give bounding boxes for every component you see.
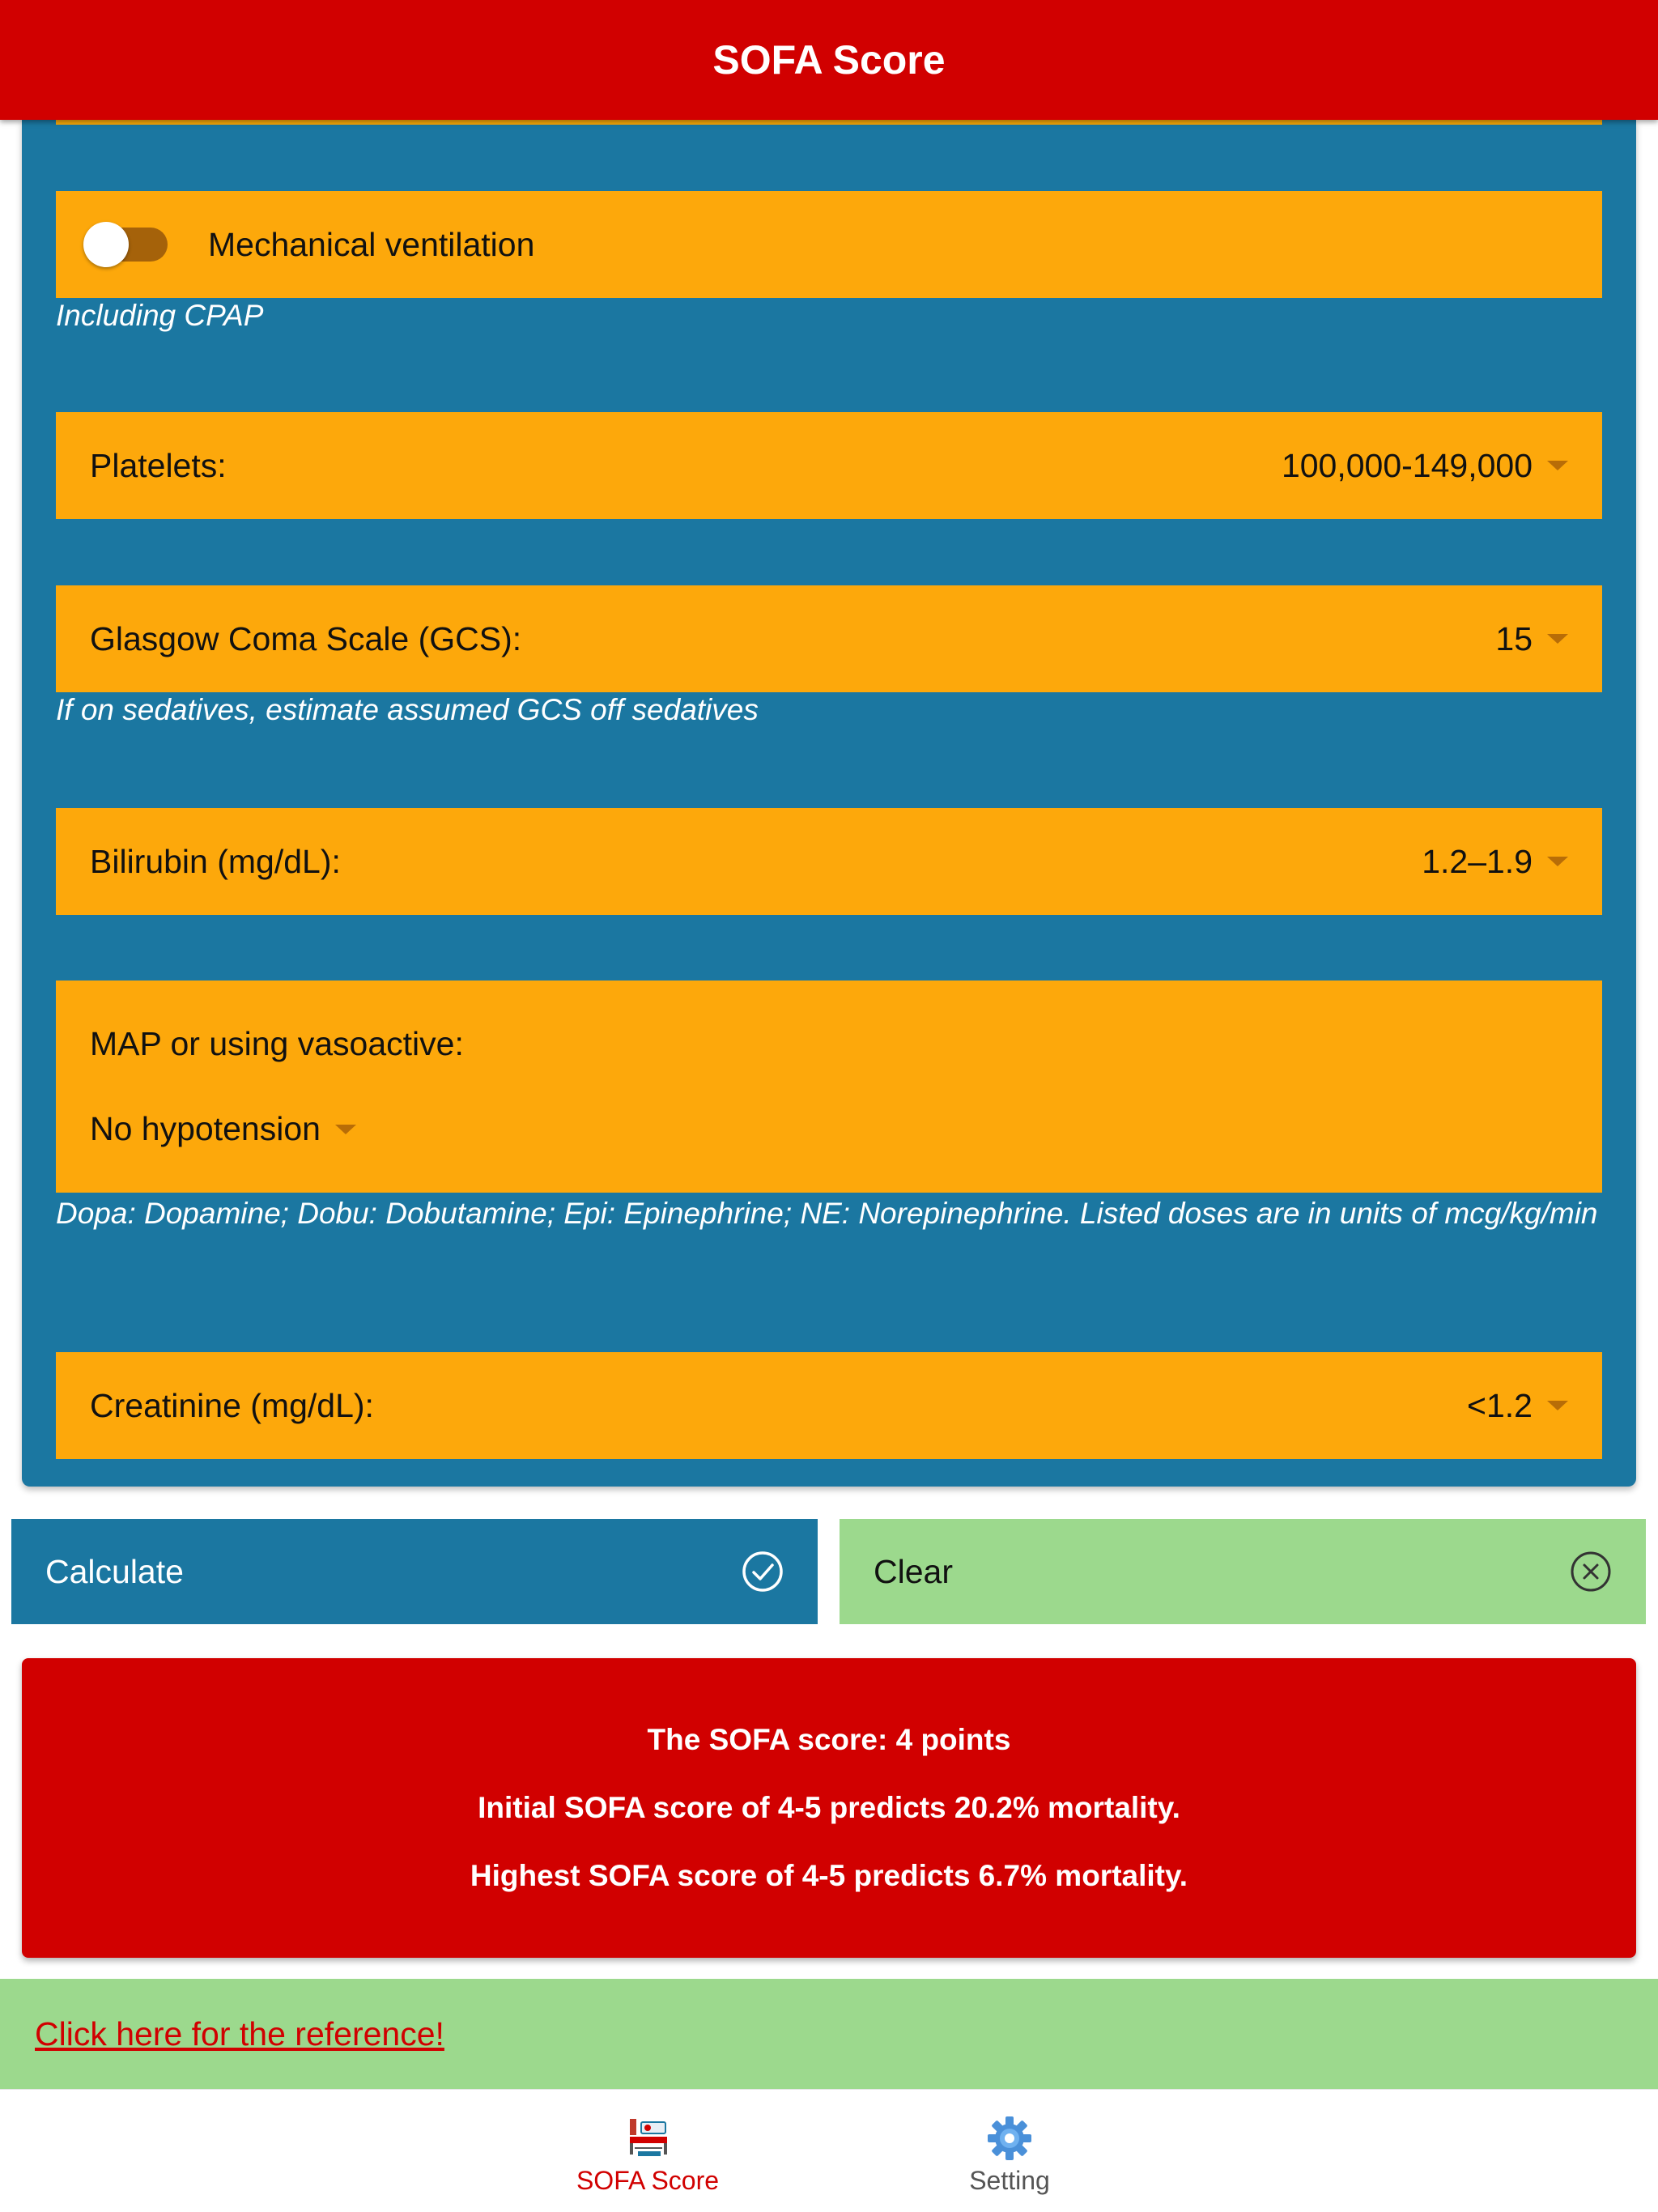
bottom-tab-bar (0, 2089, 1658, 2212)
clear-button[interactable] (840, 1519, 1646, 1624)
dropdown-caret-icon (1547, 1401, 1568, 1410)
ventilation-note: Including CPAP (56, 299, 264, 332)
gcs-label: Glasgow Coma Scale (GCS): (90, 619, 522, 657)
platelets-value: 100,000-149,000 (1281, 446, 1533, 484)
result-score: The SOFA score: 4 points (647, 1723, 1011, 1756)
bilirubin-label: Bilirubin (mg/dL): (90, 842, 341, 880)
bilirubin-select[interactable] (56, 808, 1602, 915)
mechanical-ventilation-toggle[interactable] (88, 228, 168, 262)
reference-bar (0, 1979, 1658, 2089)
gcs-note: If on sedatives, estimate assumed GCS off sedatives (56, 693, 759, 726)
creatinine-value-wrap (1467, 1387, 1568, 1425)
platelets-label: Platelets: (90, 446, 227, 484)
dropdown-caret-icon (1547, 634, 1568, 644)
sofa-form-card (22, 120, 1636, 1487)
creatinine-value: <1.2 (1467, 1386, 1533, 1424)
map-value: No hypotension (90, 1110, 321, 1147)
page-title: SOFA Score (712, 37, 946, 83)
calculate-button[interactable] (11, 1519, 818, 1624)
result-highest-mortality: Highest SOFA score of 4-5 predicts 6.7% mortality. (470, 1859, 1188, 1892)
gcs-select[interactable] (56, 585, 1602, 692)
calculate-label: Calculate (45, 1552, 184, 1590)
gcs-value: 15 (1495, 619, 1533, 657)
map-label: MAP or using vasoactive: (90, 1025, 464, 1062)
platelets-value-wrap (1282, 447, 1568, 485)
platelets-select[interactable] (56, 412, 1602, 519)
tab-sofa-score-label: SOFA Score (576, 2166, 720, 2195)
map-select[interactable] (56, 981, 1602, 1193)
toggle-knob (83, 222, 129, 267)
tab-setting[interactable] (888, 2090, 1131, 2212)
mechanical-ventilation-label: Mechanical ventilation (208, 225, 535, 263)
hospital-bed-icon (623, 2116, 672, 2161)
dropdown-caret-icon (1547, 461, 1568, 470)
result-box (22, 1658, 1636, 1958)
creatinine-select[interactable] (56, 1352, 1602, 1459)
x-circle-icon (1570, 1551, 1612, 1593)
bilirubin-value-wrap (1422, 843, 1568, 881)
bilirubin-value: 1.2–1.9 (1422, 842, 1533, 880)
map-value-wrap (90, 1110, 356, 1148)
previous-field-edge (56, 120, 1602, 125)
tab-setting-label: Setting (969, 2166, 1050, 2195)
vasoactive-note: Dopa: Dopamine; Dobu: Dobutamine; Epi: Epinephrine; NE: Norepinephrine. Listed doses are in units of mcg/kg/min (56, 1197, 1598, 1230)
dropdown-caret-icon (1547, 857, 1568, 866)
check-circle-icon (742, 1551, 784, 1593)
result-initial-mortality: Initial SOFA score of 4-5 predicts 20.2% mortality. (478, 1791, 1180, 1824)
gcs-value-wrap (1495, 620, 1568, 658)
gear-icon (985, 2116, 1034, 2161)
creatinine-label: Creatinine (mg/dL): (90, 1386, 374, 1424)
dropdown-caret-icon (335, 1125, 356, 1134)
tab-sofa-score[interactable] (526, 2090, 769, 2212)
clear-label: Clear (874, 1552, 953, 1590)
reference-link[interactable]: Click here for the reference! (35, 2014, 444, 2052)
mechanical-ventilation-row[interactable] (56, 191, 1602, 298)
app-header (0, 0, 1658, 120)
